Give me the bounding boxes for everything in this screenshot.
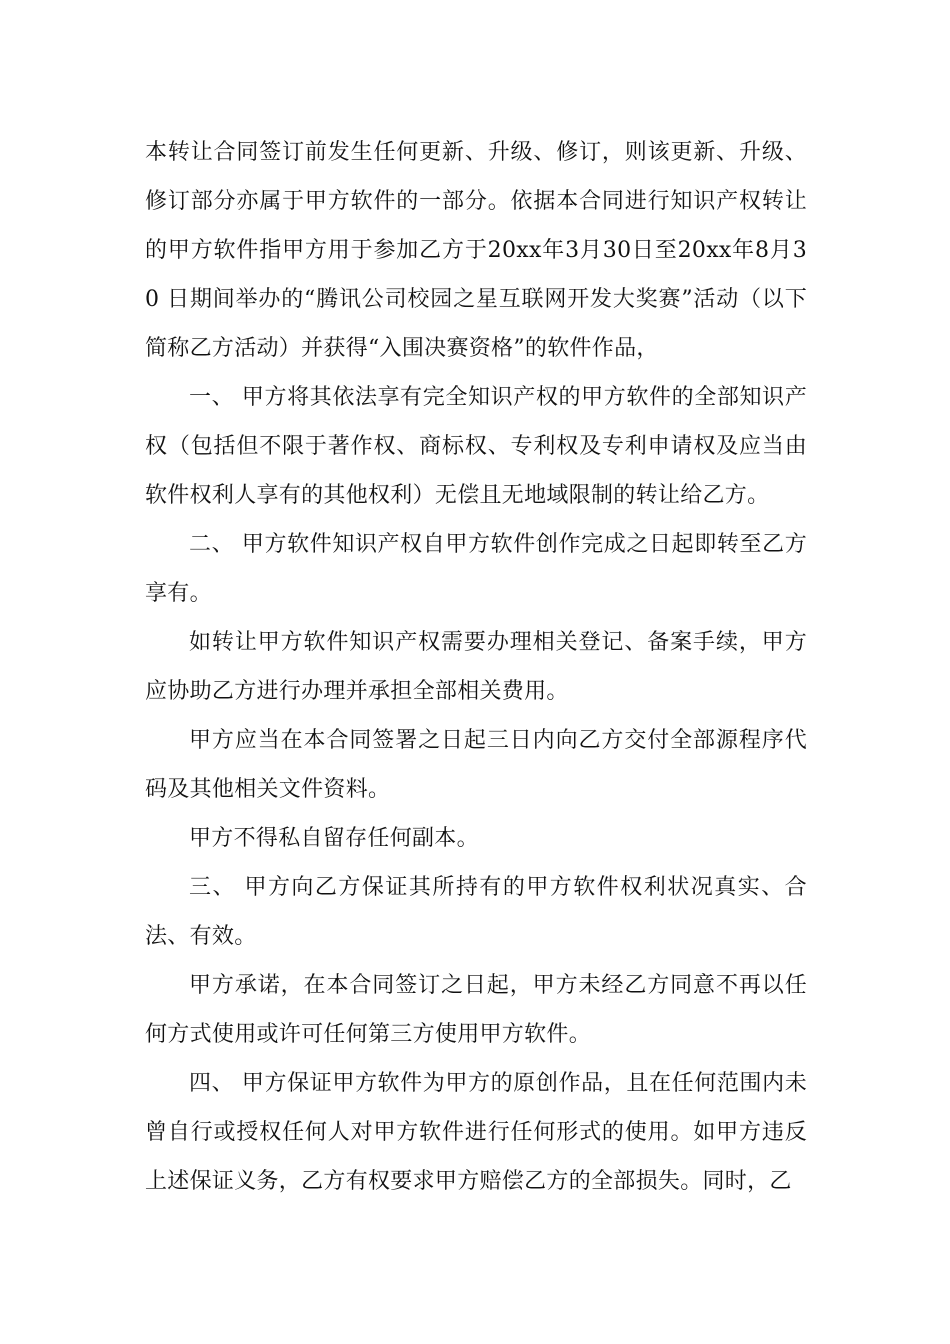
clause-three-commitment: 甲方承诺，在本合同签订之日起，甲方未经乙方同意不再以任何方式使用或许可任何第三方使用甲方软件。 xyxy=(145,973,807,1047)
clause-two-delivery: 甲方应当在本合同签署之日起三日内向乙方交付全部源程序代码及其他相关文件资料。 xyxy=(145,728,807,802)
clause-one: 一、 甲方将其依法享有完全知识产权的甲方软件的全部知识产权（包括但不限于著作权、商标权、专利权及专利申请权及应当由软件权利人享有的其他权利）无偿且无地域限制的转让给乙方。 xyxy=(145,385,807,508)
clause-two-registration: 如转让甲方软件知识产权需要办理相关登记、备案手续，甲方应协助乙方进行办理并承担全部相关费用。 xyxy=(145,630,807,704)
clause-three: 三、 甲方向乙方保证其所持有的甲方软件权利状况真实、合法、有效。 xyxy=(145,875,807,949)
clause-two-no-copies: 甲方不得私自留存任何副本。 xyxy=(189,826,479,851)
paragraph-continuation: 本转让合同签订前发生任何更新、升级、修订，则该更新、升级、修订部分亦属于甲方软件的一部分。依据本合同进行知识产权转让的甲方软件指甲方用于参加乙方于20xx年3月30日至20xx年8月30 日期间举办的“腾讯公司校园之星互联网开发大奖赛”活动（以下简称乙方活动）并获得“入围决赛资格”的软件作品， xyxy=(145,140,807,361)
clause-four: 四、 甲方保证甲方软件为甲方的原创作品，且在任何范围内未曾自行或授权任何人对甲方软件进行任何形式的使用。如甲方违反上述保证义务，乙方有权要求甲方赔偿乙方的全部损失。同时，乙 xyxy=(145,1071,807,1194)
document-body xyxy=(145,128,807,1206)
clause-two: 二、 甲方软件知识产权自甲方软件创作完成之日起即转至乙方享有。 xyxy=(145,532,807,606)
